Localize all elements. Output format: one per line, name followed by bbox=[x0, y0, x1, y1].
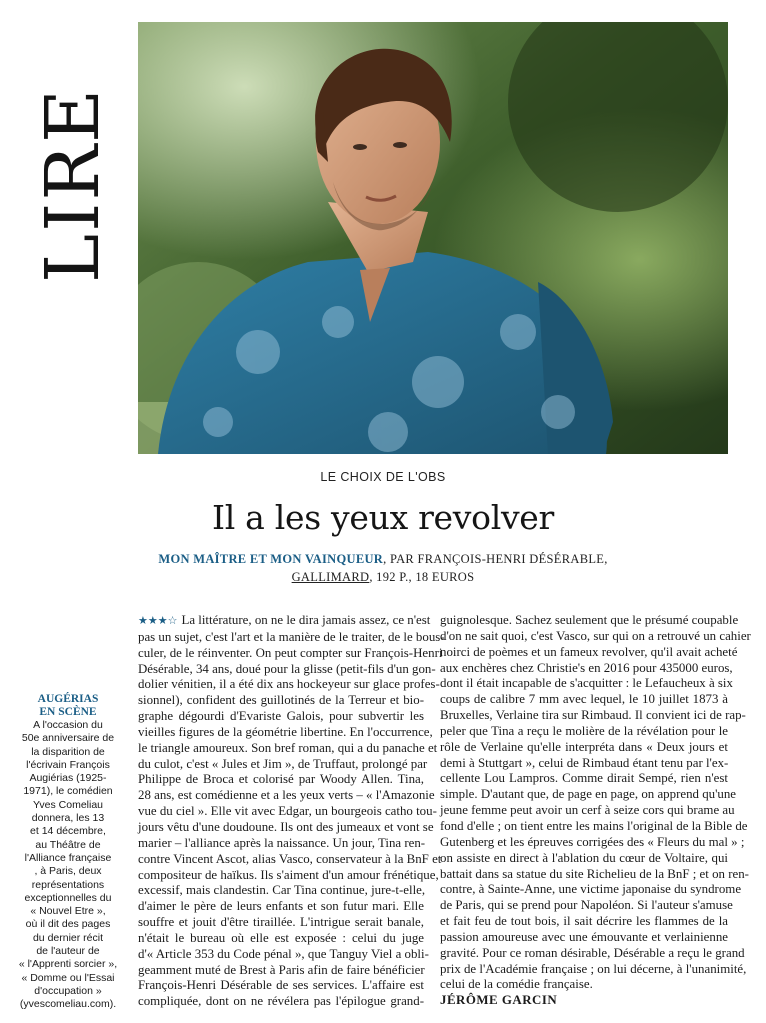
text-line: (yvescomeliau.com). bbox=[19, 998, 117, 1011]
text-line: graphe dégourdi d'Evariste Galois, pour subvertir les bbox=[138, 709, 424, 724]
text-line-content: La littérature, on ne le dira jamais assez, ce n'est bbox=[181, 613, 431, 627]
text-line: gravité. Pour ce roman désirable, Désérable a reçu le grand bbox=[440, 945, 745, 960]
text-line: donnera, les 13 bbox=[31, 812, 105, 825]
text-line: vieilles figures de la géométrie libertine. En l'occurrence, bbox=[138, 724, 433, 739]
text-line: 28 ans, est comédienne et a les yeux verts – « l'Amazonie bbox=[138, 788, 435, 803]
text-line: « Nouvel Etre », bbox=[30, 905, 106, 918]
portrait-photo bbox=[138, 22, 728, 454]
text-line bbox=[138, 613, 431, 630]
text-line: de Paris, qui se prend pour Napoléon. Si l'auteur s'amuse bbox=[440, 898, 733, 913]
text-line: Désérable, 34 ans, doué pour la glisse (petit-fils d'un gon- bbox=[138, 661, 436, 676]
text-line: excessif, mais clandestin. Car Tina continue, jure-t-elle, bbox=[138, 883, 426, 898]
text-line: Augiérias (1925- bbox=[29, 772, 107, 785]
author-signature: JÉRÔME GARCIN bbox=[440, 993, 558, 1008]
text-line: peler que Tina a reçu le molière de la révélation pour le bbox=[440, 723, 728, 738]
text-line: Gutenberg et les épreuves corrigées des « Fleurs du mal » ; bbox=[440, 834, 745, 849]
text-line: celui de la comédie française. bbox=[440, 977, 593, 992]
text-line: l'écrivain François bbox=[26, 758, 110, 771]
text-line: compliquée, dont on ne révélera pas l'épilogue grand- bbox=[138, 994, 424, 1009]
text-line: l'Alliance française bbox=[24, 851, 112, 864]
text-line: le triangle amoureux. Son bref roman, qui a du panache et bbox=[138, 740, 438, 755]
body-column-2 bbox=[440, 613, 751, 1009]
book-reference bbox=[0, 552, 766, 567]
text-line: dont il était incapable de s'acquitter : le Lefaucheux à six bbox=[440, 676, 733, 691]
text-line: rôle de Verlaine qu'elle interpréta dans « Deux jours et bbox=[440, 739, 728, 754]
book-publisher-line bbox=[0, 570, 766, 585]
text-line: fond d'elle ; on tient entre les mains l'original de la Bible de bbox=[440, 818, 748, 833]
text-line: culer, de le réinventer. On peut compter sur François-Henri bbox=[138, 645, 443, 660]
text-line: sionnel), confident des guillotinés de la Terreur et bio- bbox=[138, 693, 424, 708]
text-line: 50e anniversaire de bbox=[21, 732, 115, 745]
headline: Il a les yeux revolver bbox=[212, 498, 554, 537]
text-line: « l'Apprenti sorcier », bbox=[18, 958, 118, 971]
text-line: demi à Stuttgart », celui de Rimbaud étant tenu par l'ex- bbox=[440, 755, 729, 770]
text-line: la disparition de bbox=[31, 745, 105, 758]
text-line: prix de l'Académie française ; on lui décerne, à l'unanimité, bbox=[440, 961, 747, 976]
section-label: LIRE bbox=[30, 86, 117, 284]
text-line: du dernier récit bbox=[32, 931, 104, 944]
text-line: vue du ciel ». Elle vit avec Edgar, un bourgeois catho tou- bbox=[138, 804, 437, 819]
text-line: simple. D'autant que, de page en page, on apprend qu'une bbox=[440, 787, 737, 802]
text-line: où il dit des pages bbox=[25, 918, 111, 931]
text-line: jours vêtu d'une doudoune. Ils ont des jumeaux et vont se bbox=[138, 819, 434, 834]
text-line: coups de calibre 7 mm avec lequel, le 10 juillet 1873 à bbox=[440, 692, 728, 707]
text-line: de l'auteur de bbox=[36, 945, 100, 958]
text-line: d'aimer le père de leurs enfants et son futur mari. Elle bbox=[138, 899, 424, 914]
text-line: Bruxelles, Verlaine tira sur Rimbaud. Il convient ici de rap- bbox=[440, 708, 746, 723]
text-line: Yves Comeliau bbox=[32, 798, 104, 811]
text-line: exceptionnelles du bbox=[24, 891, 112, 904]
text-line: guignolesque. Sachez seulement que le présumé coupable bbox=[440, 613, 739, 627]
text-line: d'on ne sait quoi, c'est Vasco, sur qui on a retrouvé un cahier bbox=[440, 628, 751, 643]
portrait-photo-icon bbox=[138, 22, 728, 454]
text-line: et 14 décembre, bbox=[30, 825, 106, 838]
text-line: on assiste en direct à l'ablation du cœur de Voltaire, qui bbox=[440, 850, 728, 865]
text-line: cellente Lou Lampros. Comme dirait Sempé, rien n'est bbox=[440, 771, 728, 786]
body-column-1 bbox=[138, 613, 445, 1010]
text-line: , à Paris, deux bbox=[34, 865, 102, 878]
text-line: François-Henri Désérable de ses services. L'affaire est bbox=[138, 978, 424, 993]
text-line: passion amoureuse avec une émouvante et verlainienne bbox=[440, 929, 728, 944]
sidebar-title: AUGÉRIAS bbox=[37, 693, 99, 705]
text-line: contre Vincent Ascot, alias Vasco, conservateur à la BnF et bbox=[138, 851, 442, 866]
book-title: MON MAÎTRE ET MON VAINQUEUR bbox=[158, 552, 384, 566]
text-line: contre, à Sainte-Anne, une victime japonaise du syndrome bbox=[440, 882, 742, 897]
book-publisher: GALLIMARD bbox=[291, 570, 370, 584]
text-line: compositeur de haïkus. Ils s'aiment d'un amour frénétique, bbox=[138, 867, 439, 882]
text-line: 1971), le comédien bbox=[23, 785, 113, 798]
sidebar-box bbox=[8, 693, 128, 1012]
sidebar-title: EN SCÈNE bbox=[39, 706, 97, 718]
text-line: geamment muté de Brest à Paris afin de faire bénéficier bbox=[138, 962, 425, 977]
text-line: souffre et jouit d'être tiraillée. L'intrigue serait banale, bbox=[138, 915, 424, 930]
text-line: aux enchères chez Christie's en 2016 pour 435000 euros, bbox=[440, 660, 733, 675]
text-line: et fait feu de tout bois, il sait décrire les flammes de la bbox=[440, 914, 728, 929]
text-line: marier – l'alliance après la naissance. Un jour, Tina ren- bbox=[138, 835, 426, 850]
text-line: noirci de poèmes et un fameux revolver, qu'il avait acheté bbox=[440, 644, 738, 659]
text-line: Philippe de Broca et colorisé par Woody Allen. Tina, bbox=[138, 772, 424, 787]
book-author: , PAR FRANÇOIS-HENRI DÉSÉRABLE, bbox=[383, 552, 608, 566]
text-line: du culot, c'est « Jules et Jim », de Truffaut, prolongé par bbox=[138, 756, 428, 771]
kicker: LE CHOIX DE L'OBS bbox=[320, 470, 446, 484]
text-line: d'occupation » bbox=[34, 984, 102, 997]
sidebar-text bbox=[8, 719, 128, 1012]
text-line: « Domme ou l'Essai bbox=[21, 971, 115, 984]
text-line: n'était le bureau où elle est exposée : celui du juge bbox=[138, 930, 424, 945]
text-line: représentations bbox=[31, 878, 105, 891]
book-details: , 192 P., 18 EUROS bbox=[369, 570, 475, 584]
rating-stars-icon: ★★★☆ bbox=[138, 615, 178, 627]
text-line: A l'occasion du bbox=[33, 719, 103, 731]
text-line: jeune femme peut avoir un cerf à seize cors qui brame au bbox=[440, 803, 735, 818]
text-line: d'« Article 353 du Code pénal », que Tanguy Viel a obli- bbox=[138, 946, 429, 961]
text-line: battait dans sa statue du site Richelieu de la BnF ; et on ren- bbox=[440, 866, 749, 881]
text-line: dolier vénitien, il a été dix ans hockeyeur sur glace profes- bbox=[138, 677, 440, 692]
text-line: au Théâtre de bbox=[35, 838, 101, 851]
text-line: pas un sujet, c'est l'art et la manière de le traiter, de le bous- bbox=[138, 629, 445, 644]
